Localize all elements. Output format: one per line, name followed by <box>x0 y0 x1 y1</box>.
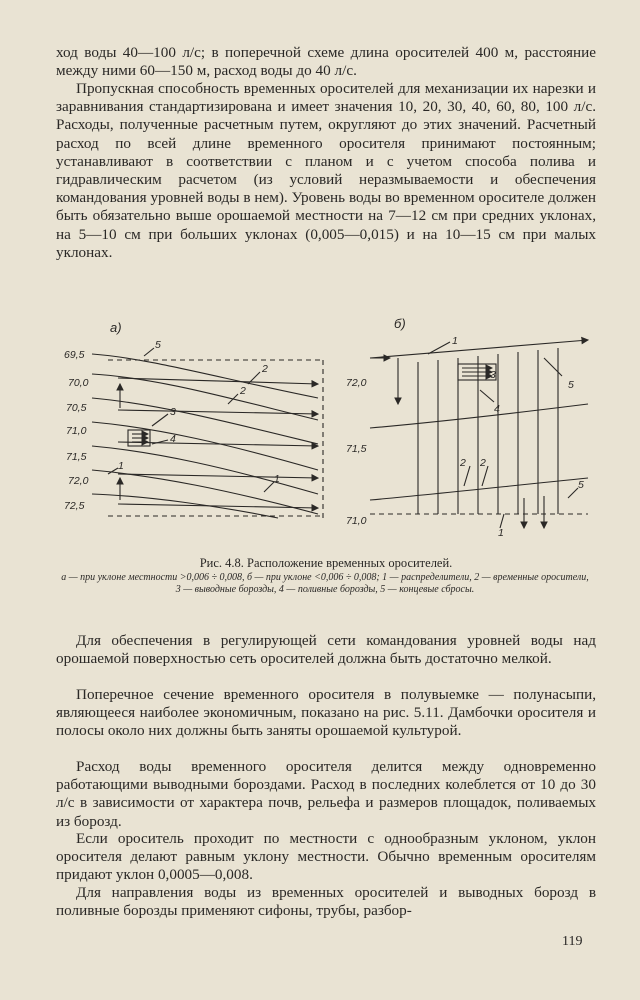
callout-2: 2 <box>480 457 486 469</box>
callout-1: 1 <box>452 335 458 347</box>
panel-a-drawing <box>92 348 323 518</box>
figure-caption-title: Рис. 4.8. Расположение временных оросителей. <box>199 556 453 570</box>
paragraph-capacity: Пропускная способность временных оросителей для механизации их нарезки и заравнивания стандартизирована и имеет значения 10, 20, 30, 40, 60, 80, 100 л/с. Расходы, полученные расчетным путем, округляют до этих значений. Расчетный расход по всей длине временного оросителя принимают постоянным; устанавливают в соответствии с планом и с учетом способа полива и гидравлическим расчетом (из условий неразмываемости и обеспечения командования уровней воды в нем). Уровень воды во временном оросителе должен быть обязательно выше орошаемой местности на 7—12 см при средних уклонах, на 5—10 см при больших уклонах (0,005—0,015) и на 10—15 см при малых уклонах. <box>56 80 596 261</box>
panel-a-level-label: 72,0 <box>68 475 89 487</box>
panel-b-drawing <box>370 340 588 528</box>
panel-a-level-label: 72,5 <box>64 500 85 512</box>
callout-3: 3 <box>170 406 176 418</box>
callout-2: 2 <box>460 457 466 469</box>
panel-b-label: б) <box>394 316 406 331</box>
panel-b-level-label: 72,0 <box>346 377 367 389</box>
callout-2: 2 <box>262 363 268 375</box>
paragraph-slope: Если ороситель проходит по местности с однообразным уклоном, уклон оросителя делают равным уклону местности. Обычно временным оросителям придают уклон 0,0005—0,008. <box>56 830 596 884</box>
panel-a-level-label: 70,0 <box>68 377 89 389</box>
panel-a-label: а) <box>110 320 122 335</box>
figure-caption-legend: а — при уклоне местности >0,006 ÷ 0,008, б — при уклоне <0,006 ÷ 0,008; 1 — распределители, 2 — временные оросители, 3 — выводные борозды, 4 — поливные борозды, 5 — концевые сбросы. <box>61 572 589 595</box>
panel-b-level-label: 71,5 <box>346 443 367 455</box>
paragraph-command: Для обеспечения в регулирующей сети командования уровней воды над орошаемой поверхностью сеть оросителей должна быть достаточно мелкой. <box>56 632 596 668</box>
callout-5: 5 <box>155 339 161 351</box>
panel-a-level-label: 71,5 <box>66 451 87 463</box>
callout-1: 1 <box>274 473 280 485</box>
panel-b-level-label: 71,0 <box>346 515 367 527</box>
callout-2: 2 <box>240 385 246 397</box>
paragraph-cross-section: Поперечное сечение временного оросителя в полувыемке — полунасыпи, являющееся наиболее экономичным, показано на рис. 5.11. Дамбочки оросителя и полосы около них должны быть заняты орошаемой культурой. <box>56 686 596 740</box>
paragraph-siphons: Для направления воды из временных оросителей и выводных борозд в поливные борозды применяют сифоны, трубы, разбор- <box>56 884 596 920</box>
panel-a-level-label: 70,5 <box>66 402 87 414</box>
panel-a-level-label: 69,5 <box>64 349 85 361</box>
page-number: 119 <box>562 934 583 949</box>
figure-4-8 <box>64 316 608 540</box>
callout-5: 5 <box>568 379 574 391</box>
callout-4: 4 <box>170 433 176 445</box>
panel-a-level-label: 71,0 <box>66 425 87 437</box>
callout-1: 1 <box>118 460 124 472</box>
callout-1: 1 <box>498 527 504 539</box>
callout-4: 4 <box>494 403 500 415</box>
callout-3: 3 <box>490 369 496 381</box>
paragraph-flow: Расход воды временного оросителя делится между одновременно работающими выводными бороздами. Расход в последних колеблется от 10 до 30 л/с в зависимости от характера почв, рельефа и размеров площадок, поливаемых из борозд. <box>56 758 596 830</box>
callout-5: 5 <box>578 479 584 491</box>
paragraph-continuation: ход воды 40—100 л/с; в поперечной схеме длина оросителей 400 м, расстояние между ними 60—150 м, расход воды до 40 л/с. <box>56 44 596 80</box>
